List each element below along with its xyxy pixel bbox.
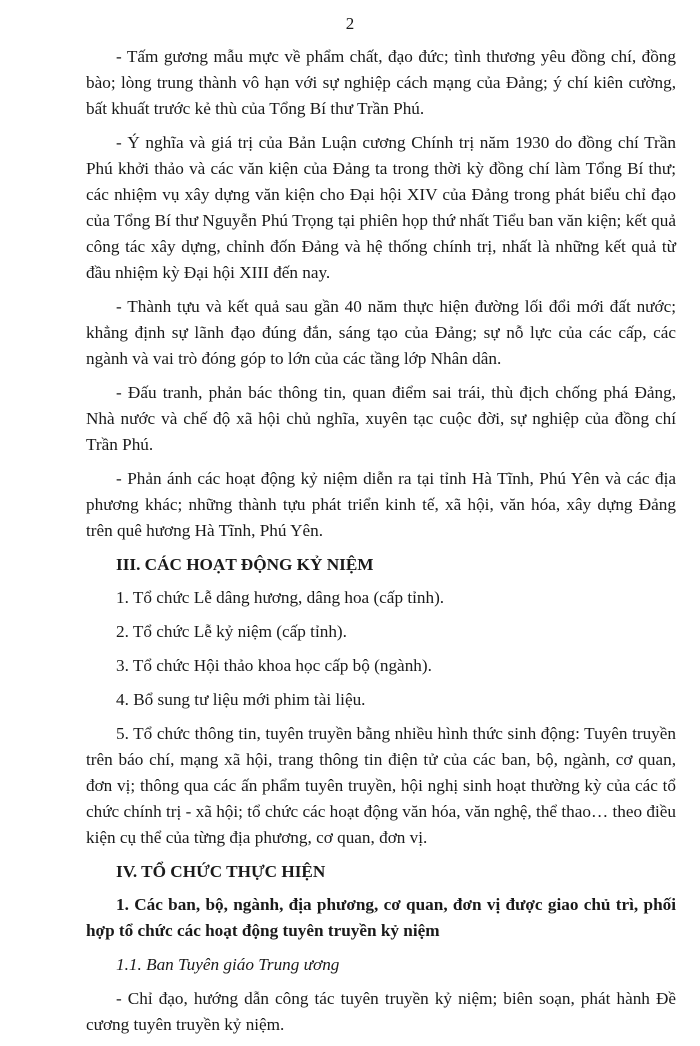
paragraph-commemoration-activities: - Phản ánh các hoạt động kỷ niệm diễn ra tại tỉnh Hà Tĩnh, Phú Yên và các địa phương khác; những thành tựu phát triển kinh tế, xã hội, văn hóa, xây dựng Đảng trên quê hương Hà Tĩnh, Phú Yên. <box>86 469 676 540</box>
paragraph-exemplar-virtues: - Tấm gương mẫu mực về phẩm chất, đạo đức; tình thương yêu đồng chí, đồng bào; lòng trung thành vô hạn với sự nghiệp cách mạng của Đảng; ý chí kiên cường, bất khuất trước kẻ thù của Tổng Bí thư Trần Phú. <box>86 47 676 118</box>
subsection-title: 1.1. Ban Tuyên giáo Trung ương <box>116 955 340 974</box>
page-number: 2 <box>345 14 355 33</box>
paragraph-guidance: - Chỉ đạo, hướng dẫn công tác tuyên truyền kỷ niệm; biên soạn, phát hành Đề cương tuyên truyền kỷ niệm. <box>86 989 676 1034</box>
paragraph-renovation-achievements: - Thành tựu và kết quả sau gần 40 năm thực hiện đường lối đổi mới đất nước; khẳng định sự lãnh đạo đúng đắn, sáng tạo của Đảng; sự nỗ lực của các cấp, các ngành và vai trò đóng góp to lớn của các tầng lớp Nhân dân. <box>86 297 676 368</box>
paragraph-refute-wrong-views: - Đấu tranh, phản bác thông tin, quan điểm sai trái, thù địch chống phá Đảng, Nhà nước và chế độ xã hội chủ nghĩa, xuyên tạc cuộc đời, sự nghiệp của đồng chí Trần Phú. <box>86 383 676 454</box>
paragraph-political-thesis: - Ý nghĩa và giá trị của Bản Luận cương Chính trị năm 1930 do đồng chí Trần Phú khởi thảo và các văn kiện của Đảng ta trong thời kỳ đồng chí làm Tổng Bí thư; các nhiệm vụ xây dựng văn kiện cho Đại hội XIV của Đảng trong phát biểu chỉ đạo của Tổng Bí thư Nguyễn Phú Trọng tại phiên họp thứ nhất Tiểu ban văn kiện; kết quả công tác xây dựng, chỉnh đốn Đảng và hệ thống chính trị, nhất là những kết quả từ đầu nhiệm kỳ Đại hội XIII đến nay. <box>86 133 676 282</box>
list-item: 2. Tổ chức Lễ kỷ niệm (cấp tỉnh). <box>116 622 347 641</box>
list-item: 3. Tổ chức Hội thảo khoa học cấp bộ (ngành). <box>116 656 432 675</box>
document-body <box>86 44 676 1046</box>
section-3-heading: III. CÁC HOẠT ĐỘNG KỶ NIỆM <box>116 555 374 574</box>
list-item: 1. Tổ chức Lễ dâng hương, dâng hoa (cấp tỉnh). <box>116 588 445 607</box>
section-4-heading: IV. TỔ CHỨC THỰC HIỆN <box>116 862 326 881</box>
list-item: 5. Tổ chức thông tin, tuyên truyền bằng nhiều hình thức sinh động: Tuyên truyền trên báo chí, mạng xã hội, trang thông tin điện tử của các ban, bộ, ngành, cơ quan, đơn vị; thông qua các ấn phẩm tuyên truyền, hội nghị sinh hoạt thường kỳ của các tổ chức chính trị - xã hội; tổ chức các hoạt động văn hóa, văn nghệ, thể thao… theo điều kiện cụ thể của từng địa phương, cơ quan, đơn vị. <box>86 724 676 847</box>
list-item: 4. Bổ sung tư liệu mới phim tài liệu. <box>116 690 366 709</box>
section-4-subheading: 1. Các ban, bộ, ngành, địa phương, cơ quan, đơn vị được giao chủ trì, phối hợp tổ chức các hoạt động tuyên truyền kỷ niệm <box>86 895 676 940</box>
